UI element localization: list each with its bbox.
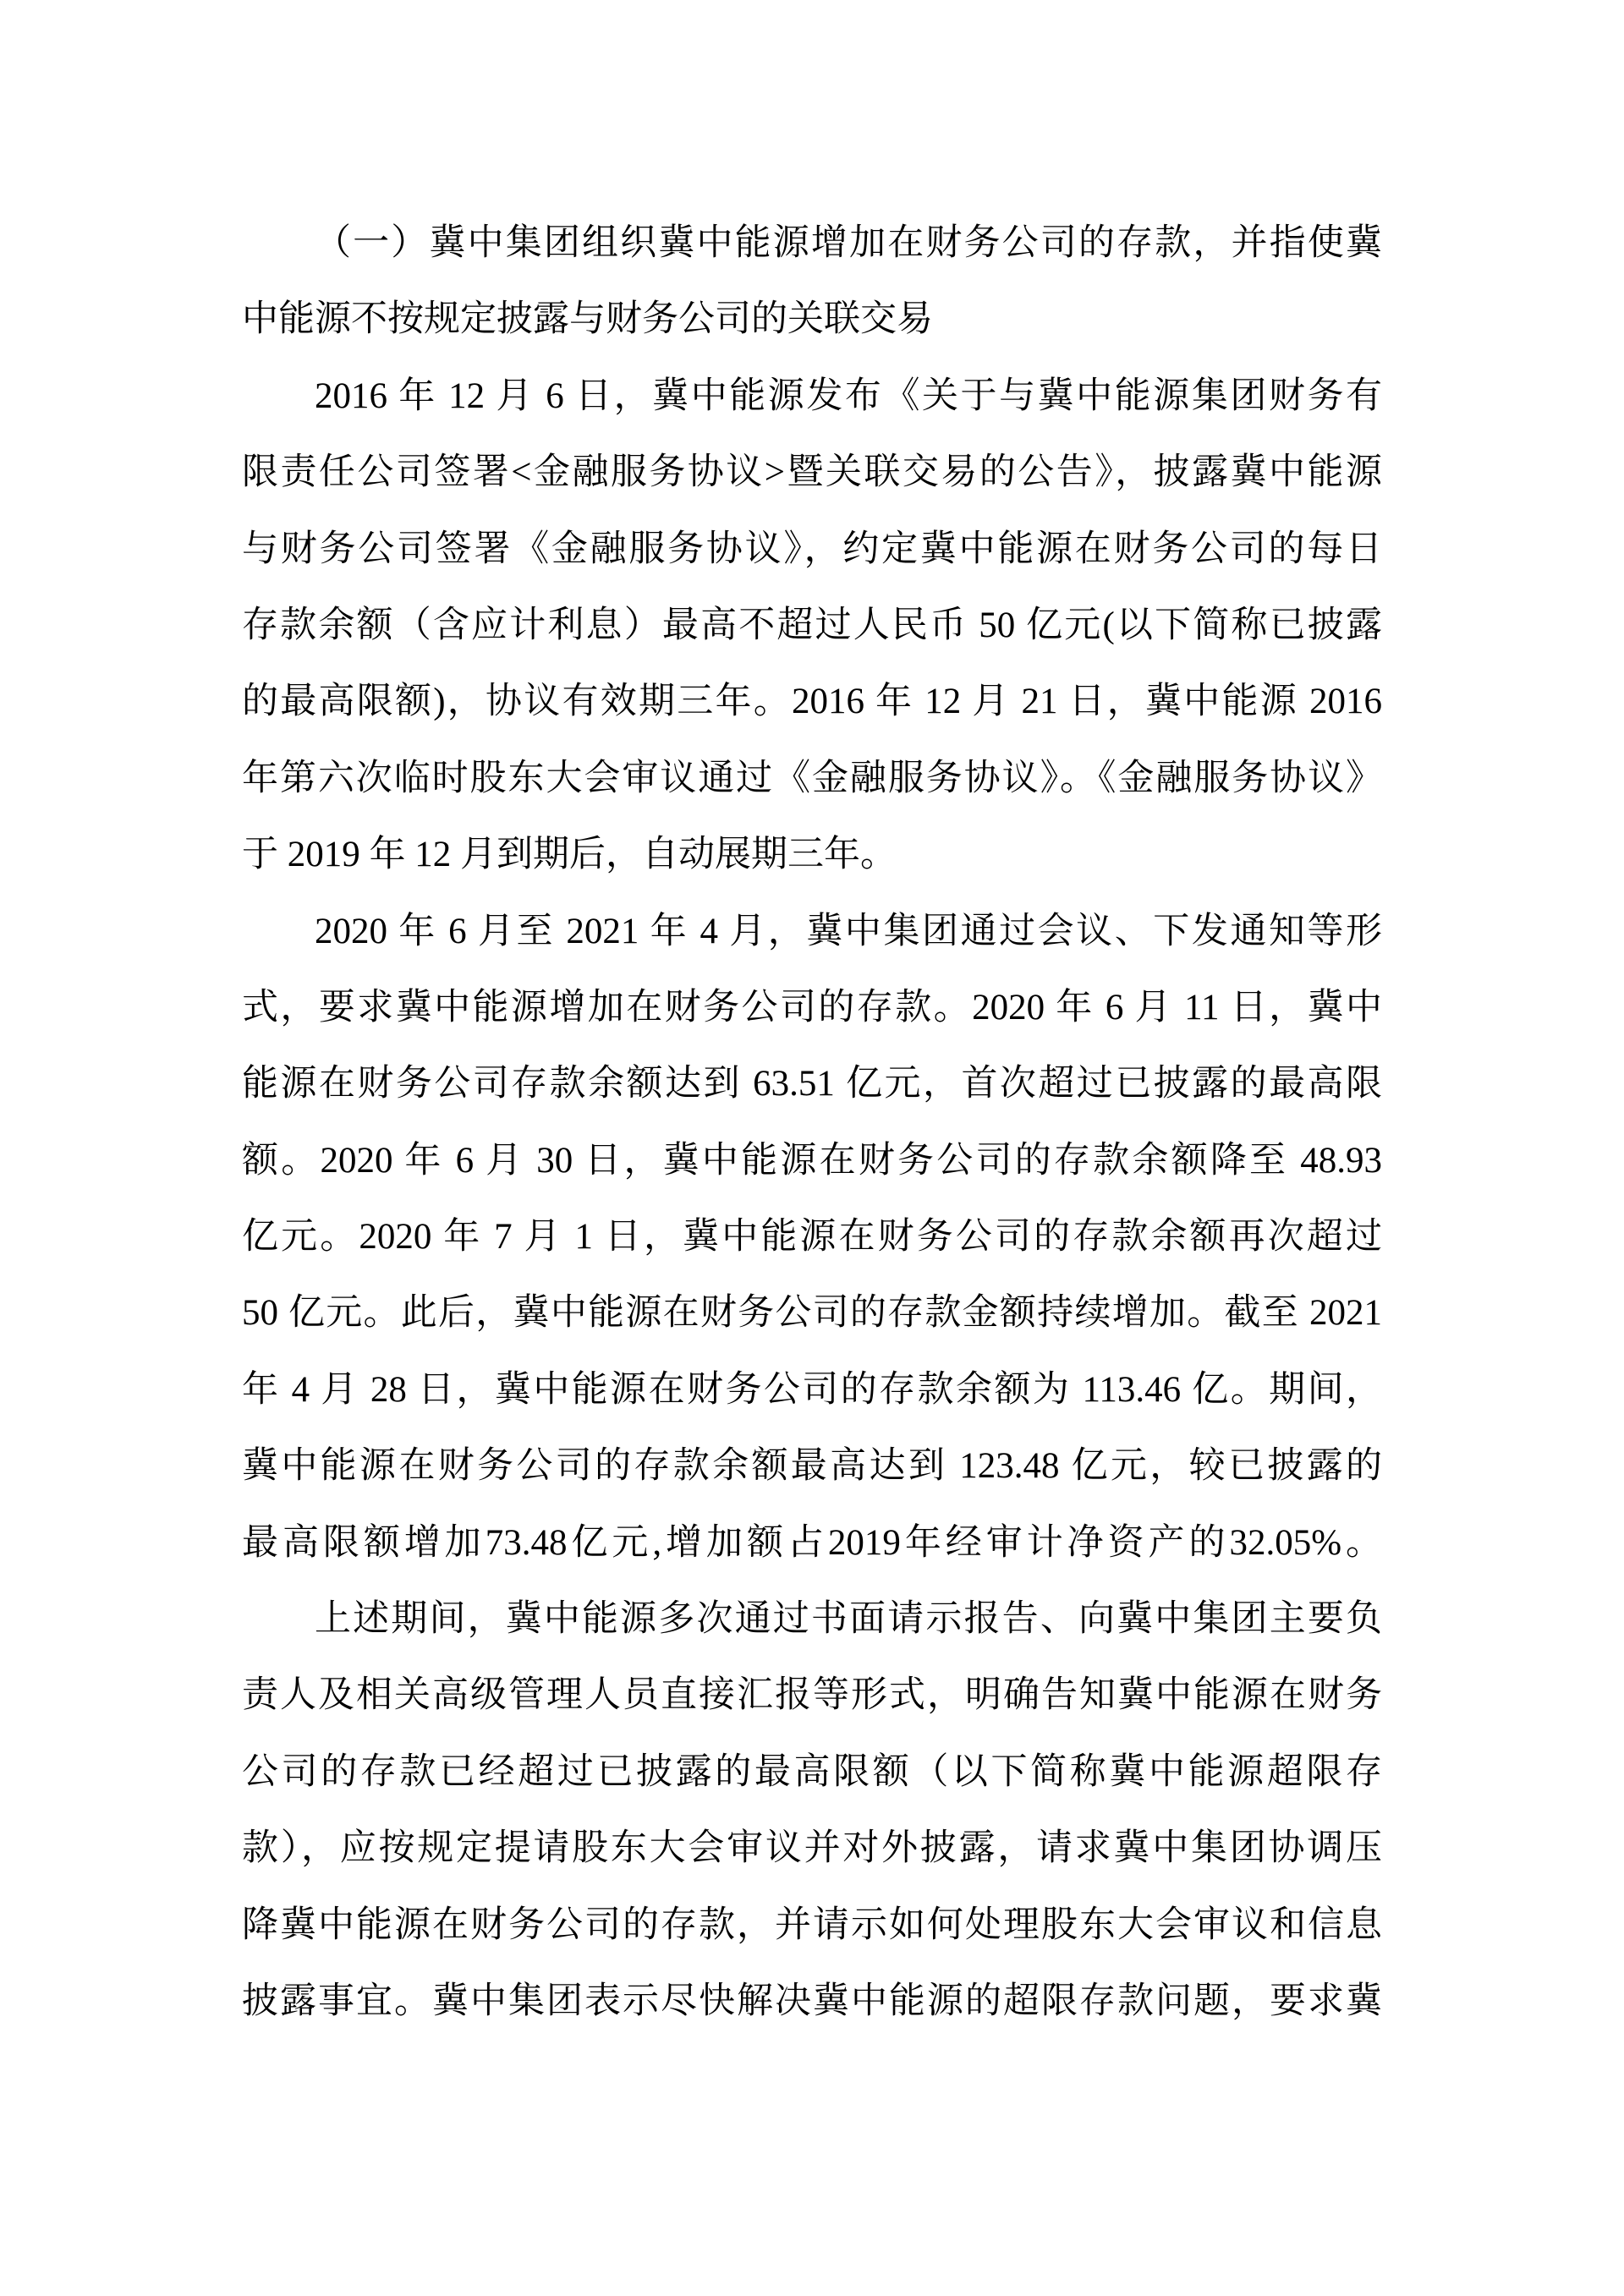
text-line: 50 亿元。此后，冀中能源在财务公司的存款金额持续增加。截至 2021 bbox=[242, 1293, 1382, 1334]
text-line: 款），应按规定提请股东大会审议并对外披露，请求冀中集团协调压 bbox=[242, 1828, 1382, 1869]
text-line: 限责任公司签署<金融服务协议>暨关联交易的公告》，披露冀中能源 bbox=[242, 452, 1382, 493]
text-line: 式，要求冀中能源增加在财务公司的存款。2020 年 6 月 11 日，冀中 bbox=[242, 987, 1382, 1027]
text-line: 公司的存款已经超过已披露的最高限额（以下简称冀中能源超限存 bbox=[242, 1751, 1382, 1792]
text-line: 2016 年 12 月 6 日，冀中能源发布《关于与冀中能源集团财务有 bbox=[315, 375, 1382, 416]
text-line: 年第六次临时股东大会审议通过《金融服务协议》。《金融服务协议》 bbox=[242, 758, 1382, 798]
text-line: 年 4 月 28 日，冀中能源在财务公司的存款余额为 113.46 亿。期间， bbox=[242, 1369, 1382, 1410]
text-line: 降冀中能源在财务公司的存款，并请示如何处理股东大会审议和信息 bbox=[242, 1904, 1382, 1945]
text-line: 与财务公司签署《金融服务协议》，约定冀中能源在财务公司的每日 bbox=[242, 529, 1382, 569]
text-line: 的最高限额)，协议有效期三年。2016 年 12 月 21 日，冀中能源 2016 bbox=[242, 682, 1382, 722]
text-line: 上述期间，冀中能源多次通过书面请示报告、向冀中集团主要负 bbox=[315, 1599, 1382, 1640]
text-line: 额。2020 年 6 月 30 日，冀中能源在财务公司的存款余额降至 48.93 bbox=[242, 1140, 1382, 1181]
text-line: 于 2019 年 12 月到期后，自动展期三年。 bbox=[242, 835, 897, 875]
text-line: 2020 年 6 月至 2021 年 4 月，冀中集团通过会议、下发通知等形 bbox=[315, 911, 1382, 951]
text-line: 最高限额增加73.48亿元,增加额占2019年经审计净资产的32.05%。 bbox=[242, 1522, 1382, 1563]
text-line: 披露事宜。冀中集团表示尽快解决冀中能源的超限存款问题，要求冀 bbox=[242, 1981, 1382, 2021]
text-line: 冀中能源在财务公司的存款余额最高达到 123.48 亿元，较已披露的 bbox=[242, 1446, 1382, 1487]
text-line: 责人及相关高级管理人员直接汇报等形式，明确告知冀中能源在财务 bbox=[242, 1675, 1382, 1716]
text-line: 亿元。2020 年 7 月 1 日，冀中能源在财务公司的存款余额再次超过 bbox=[242, 1217, 1382, 1258]
text-line: （一）冀中集团组织冀中能源增加在财务公司的存款，并指使冀 bbox=[315, 223, 1382, 263]
document-body bbox=[242, 205, 1382, 2040]
text-line: 能源在财务公司存款余额达到 63.51 亿元，首次超过已披露的最高限 bbox=[242, 1064, 1382, 1104]
text-line: 存款余额（含应计利息）最高不超过人民币 50 亿元(以下简称已披露 bbox=[242, 605, 1382, 645]
text-line: 中能源不按规定披露与财务公司的关联交易 bbox=[242, 299, 933, 340]
